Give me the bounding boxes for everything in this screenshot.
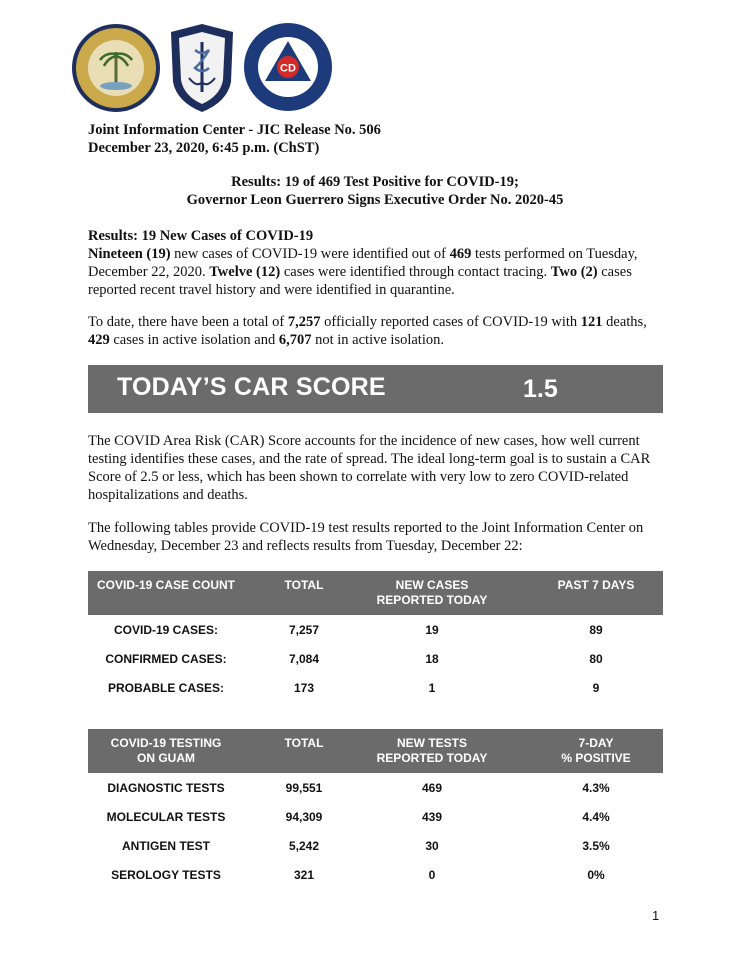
table-cell: 4.4% <box>582 810 610 824</box>
column-header: NEW CASES REPORTED TODAY <box>376 578 488 607</box>
table-cell: 7,257 <box>288 623 320 637</box>
headline-line-1: Results: 19 of 469 Test Positive for COVID-19; <box>231 174 519 190</box>
table-header-row <box>88 571 663 615</box>
text-run: 6,707 <box>278 332 312 348</box>
tables-intro-paragraph: The following tables provide COVID-19 test results reported to the Joint Information Center on Wednesday, December 23 and reflects results from Tuesday, December 22: <box>88 520 644 554</box>
headline-line-2: Governor Leon Guerrero Signs Executive Order No. 2020-45 <box>186 192 564 208</box>
civil-defense-cd-text: CD <box>280 62 296 75</box>
release-date: December 23, 2020, 6:45 p.m. (ChST) <box>88 140 320 156</box>
table-row <box>88 831 663 860</box>
table-cell: CONFIRMED CASES: <box>105 652 227 666</box>
table-row <box>88 860 663 889</box>
text-run: 429 <box>88 332 110 348</box>
text-run: not in active isolation. <box>311 332 444 348</box>
table-cell: 321 <box>293 868 315 882</box>
column-header: PAST 7 DAYS <box>557 578 635 592</box>
text-run: officially reported cases of COVID-19 with <box>320 314 581 330</box>
column-header: 7-DAY % POSITIVE <box>561 736 631 765</box>
testing-table <box>88 729 663 889</box>
column-header: TOTAL <box>284 736 324 750</box>
table-cell: 30 <box>425 839 439 853</box>
release-number: Joint Information Center - JIC Release No. 506 <box>88 122 381 138</box>
totals-paragraph <box>88 313 668 349</box>
table-cell: SEROLOGY TESTS <box>111 868 221 882</box>
table-cell: PROBABLE CASES: <box>107 681 224 695</box>
column-header: COVID-19 TESTING ON GUAM <box>110 736 222 765</box>
table-cell: 0 <box>428 868 436 882</box>
page-number: 1 <box>652 908 660 923</box>
car-score-banner <box>88 365 663 413</box>
text-run: 121 <box>580 314 603 330</box>
table-cell: 89 <box>589 623 603 637</box>
table-cell: 0% <box>587 868 605 882</box>
column-header: NEW TESTS REPORTED TODAY <box>376 736 488 765</box>
text-run: deaths, <box>602 314 647 330</box>
text-run: 469 <box>449 246 472 262</box>
text-run: Twelve (12) <box>209 264 281 280</box>
text-run: new cases of COVID-19 were identified out of <box>170 246 450 262</box>
logo-group <box>70 22 340 114</box>
case-count-table <box>88 571 663 702</box>
table-row <box>88 773 663 802</box>
table-cell: 99,551 <box>285 781 323 795</box>
text-run: 7,257 <box>287 314 321 330</box>
table-cell: 4.3% <box>582 781 610 795</box>
text-run: Nineteen (19) <box>88 246 171 262</box>
text-run: cases were identified through contact tracing. <box>280 264 551 280</box>
public-health-logo <box>167 22 237 114</box>
table-cell: MOLECULAR TESTS <box>106 810 226 824</box>
table-header-row <box>88 729 663 773</box>
table-row <box>88 802 663 831</box>
text-run: cases reported recent travel history and were identified in quarantine. <box>88 264 632 298</box>
text-run: Two (2) <box>550 264 598 280</box>
table-row <box>88 644 663 673</box>
car-score-value: 1.5 <box>523 375 558 403</box>
table-cell: 173 <box>293 681 315 695</box>
text-run: cases in active isolation and <box>109 332 279 348</box>
table-row <box>88 673 663 702</box>
table-cell: 439 <box>421 810 443 824</box>
car-explanation-paragraph: The COVID Area Risk (CAR) Score accounts for the incidence of new cases, how well current testing identifies these cases, and the rate of spread. The ideal long-term goal is to sustain a CAR Score of 2.5 or less, which has been shown to correlate with very low to zero COVID-related hospitalizations and deaths. <box>88 433 651 503</box>
table-cell: COVID-19 CASES: <box>113 623 219 637</box>
table-cell: 80 <box>589 652 603 666</box>
table-cell: 3.5% <box>582 839 610 853</box>
car-score-label: TODAY’S CAR SCORE <box>117 373 386 401</box>
release-header <box>88 121 668 157</box>
table-cell: 5,242 <box>288 839 320 853</box>
table-cell: 7,084 <box>288 652 320 666</box>
table-cell: DIAGNOSTIC TESTS <box>107 781 225 795</box>
table-cell: 19 <box>425 623 439 637</box>
results-heading: Results: 19 New Cases of COVID-19 <box>88 228 314 244</box>
table-cell: 18 <box>425 652 439 666</box>
civil-defense-logo <box>243 22 333 112</box>
table-cell: 1 <box>428 681 436 695</box>
column-header: TOTAL <box>284 578 324 592</box>
text-run: To date, there have been a total of <box>88 314 288 330</box>
text-run: tests performed on Tuesday, December 22, 2020. <box>88 246 638 280</box>
table-cell: ANTIGEN TEST <box>121 839 210 853</box>
column-header: COVID-19 CASE COUNT <box>96 578 236 592</box>
table-cell: 9 <box>592 681 600 695</box>
governors-seal-logo <box>70 22 162 114</box>
table-cell: 94,309 <box>285 810 323 824</box>
table-cell: 469 <box>421 781 443 795</box>
release-headline <box>88 173 662 209</box>
results-paragraph <box>88 245 668 299</box>
table-row <box>88 615 663 644</box>
